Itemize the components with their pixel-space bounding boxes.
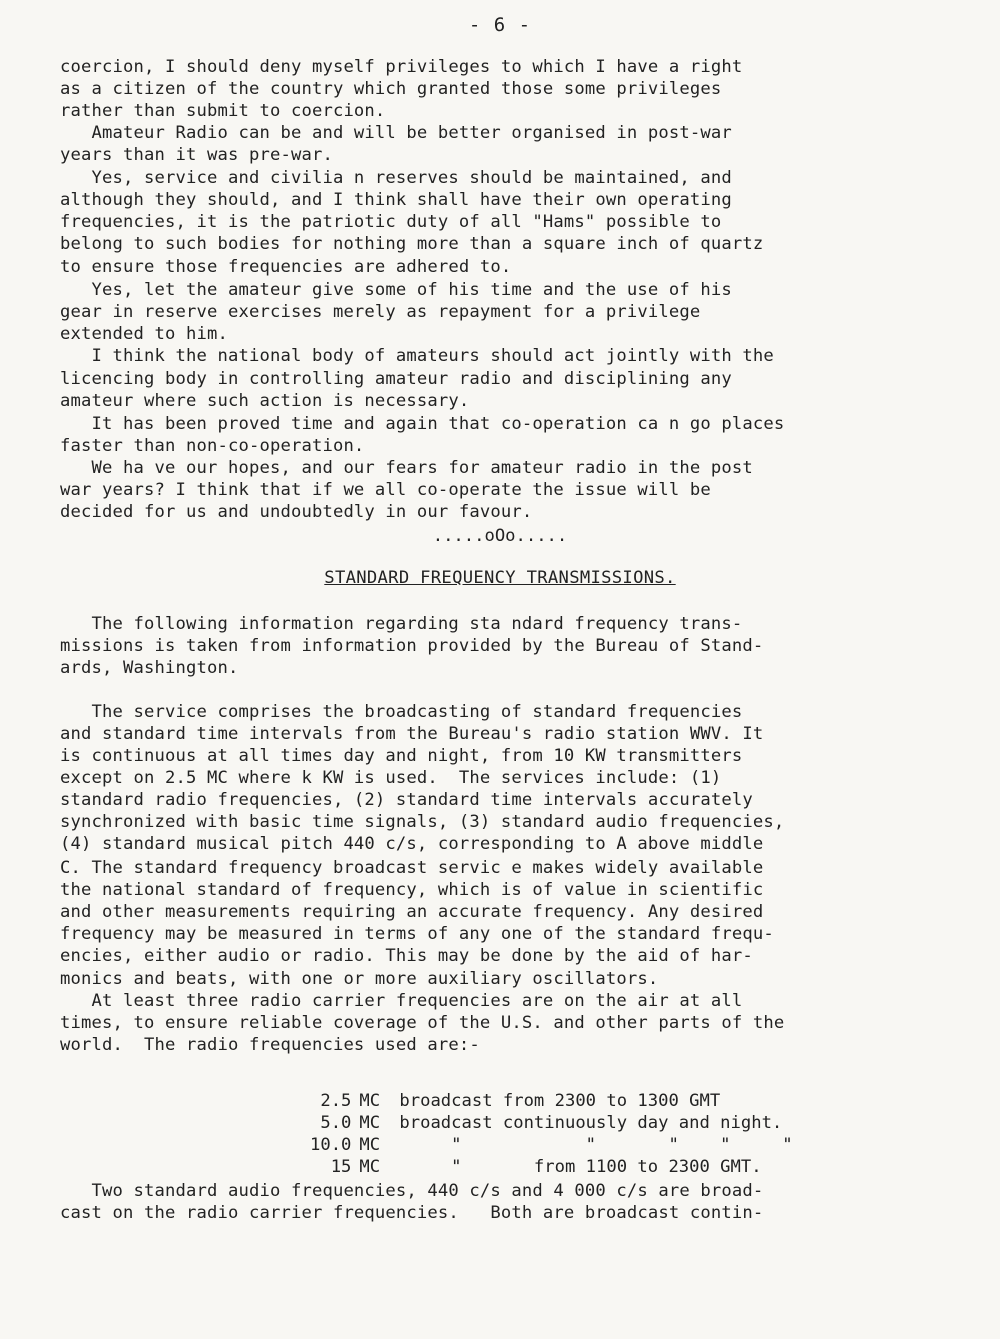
text-line: decided for us and undoubtedly in our favour. xyxy=(60,502,533,522)
text-line: belong to such bodies for nothing more than a square inch of quartz xyxy=(60,234,764,254)
text-line: cast on the radio carrier frequencies. Both are broadcast contin- xyxy=(60,1203,764,1223)
text-line: is continuous at all times day and night, from 10 KW transmitters xyxy=(60,746,743,766)
text-line: frequency may be measured in terms of any one of the standard frequ- xyxy=(60,924,774,944)
text-line: Yes, let the amateur give some of his time and the use of his xyxy=(60,280,732,300)
text-line: Amateur Radio can be and will be better organised in post-war xyxy=(60,123,732,143)
frequency-schedule: broadcast from 2300 to 1300 GMT xyxy=(399,1091,721,1111)
text-line: Two standard audio frequencies, 440 c/s and 4 000 c/s are broad- xyxy=(60,1181,764,1201)
frequency-schedule: broadcast continuously day and night. xyxy=(399,1113,783,1133)
frequency-value: 2.5 xyxy=(320,1091,352,1111)
text-line: monics and beats, with one or more auxiliary oscillators. xyxy=(60,969,659,989)
section-heading: STANDARD FREQUENCY TRANSMISSIONS. xyxy=(324,568,676,588)
text-line: world. The radio frequencies used are:- xyxy=(60,1035,480,1055)
frequency-unit: MC xyxy=(359,1157,381,1177)
text-line: years than it was pre-war. xyxy=(60,145,333,165)
text-line: (4) standard musical pitch 440 c/s, corresponding to A above middle xyxy=(60,834,764,854)
text-line: frequencies, it is the patriotic duty of all "Hams" possible to xyxy=(60,212,722,232)
text-line: gear in reserve exercises merely as repayment for a privilege xyxy=(60,302,701,322)
text-line: The following information regarding sta ndard frequency trans- xyxy=(60,614,743,634)
text-line: rather than submit to coercion. xyxy=(60,101,386,121)
text-line: The service comprises the broadcasting of standard frequencies xyxy=(60,702,743,722)
text-line: faster than non-co-operation. xyxy=(60,436,365,456)
frequency-unit: MC xyxy=(359,1135,381,1155)
text-line: C. The standard frequency broadcast servic e makes widely available xyxy=(60,858,764,878)
text-line: It has been proved time and again that co-operation ca n go places xyxy=(60,414,785,434)
text-line: Yes, service and civilia n reserves should be maintained, and xyxy=(60,168,732,188)
text-line: and other measurements requiring an accurate frequency. Any desired xyxy=(60,902,764,922)
text-line: except on 2.5 MC where k KW is used. The services include: (1) xyxy=(60,768,722,788)
text-line: extended to him. xyxy=(60,324,228,344)
text-line: encies, either audio or radio. This may be done by the aid of har- xyxy=(60,946,753,966)
text-line: war years? I think that if we all co-operate the issue will be xyxy=(60,480,711,500)
text-line: the national standard of frequency, which is of value in scientific xyxy=(60,880,764,900)
text-line: ards, Washington. xyxy=(60,658,239,678)
frequency-schedule: " " " " " xyxy=(399,1135,793,1155)
text-line: to ensure those frequencies are adhered to. xyxy=(60,257,512,277)
text-line: I think the national body of amateurs should act jointly with the xyxy=(60,346,774,366)
frequency-unit: MC xyxy=(359,1091,381,1111)
text-line: At least three radio carrier frequencies are on the air at all xyxy=(60,991,743,1011)
text-line: and standard time intervals from the Bureau's radio station WWV. It xyxy=(60,724,764,744)
frequency-unit: MC xyxy=(359,1113,381,1133)
text-line: synchronized with basic time signals, (3) standard audio frequencies, xyxy=(60,812,785,832)
text-line: licencing body in controlling amateur radio and disciplining any xyxy=(60,369,732,389)
frequency-value: 10.0 xyxy=(310,1135,352,1155)
page-number: - 6 - xyxy=(468,14,532,36)
text-line: as a citizen of the country which granted those some privileges xyxy=(60,79,722,99)
text-line: We ha ve our hopes, and our fears for amateur radio in the post xyxy=(60,458,753,478)
text-line: although they should, and I think shall have their own operating xyxy=(60,190,732,210)
text-line: times, to ensure reliable coverage of the U.S. and other parts of the xyxy=(60,1013,785,1033)
separator: .....oOo..... xyxy=(432,526,568,546)
text-line: missions is taken from information provided by the Bureau of Stand- xyxy=(60,636,764,656)
text-line: coercion, I should deny myself privileges to which I have a right xyxy=(60,57,743,77)
frequency-schedule: " from 1100 to 2300 GMT. xyxy=(399,1157,762,1177)
frequency-value: 5.0 xyxy=(320,1113,352,1133)
text-line: standard radio frequencies, (2) standard time intervals accurately xyxy=(60,790,753,810)
frequency-value: 15 xyxy=(330,1157,352,1177)
text-line: amateur where such action is necessary. xyxy=(60,391,470,411)
